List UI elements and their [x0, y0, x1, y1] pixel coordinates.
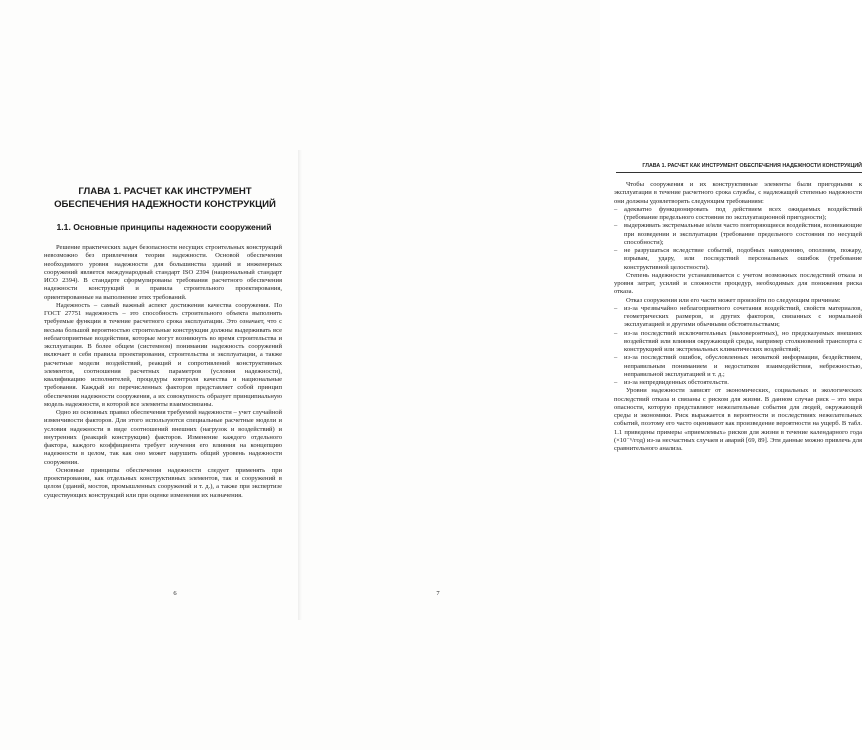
- list-item-text: адекватно функционировать под действием всех ожидаемых воздействий (требование предельного состояния по эксплуатационной пригодности);: [624, 205, 862, 221]
- page-number: 6: [173, 590, 177, 597]
- left-page: [0, 0, 300, 750]
- paragraph: Отказ сооружения или его части может произойти по следующим причинам:: [626, 296, 841, 304]
- paragraph: Надежность – самый важный аспект достижения качества сооружения. По ГОСТ 27751 надежность – это способность строительного объекта выполнять требуемые функции в течение расчетного срока эксплуатации. Это означает, что с весьма большой вероятностью строительные конструкции должны выдерживать все неблагоприятные воздействия, которые могут возникнуть во время строительства и эксплуатации. В более общем (системном) понимании надежность сооружений включает в себя правила проектирования, строительства и эксплуатации, а также расчетные модели воздействий, реакций и сопротивлений конструктивных элементов, соотношения расчетных параметров (условия надежности), квалификацию исполнителей, процедуры контроля качества и национальные требования. Каждый из перечисленных факторов представляет собой принцип обеспечения надежности сооружения, а их совокупность образует принципиальную модель надежности, в которой все элементы взаимосвязаны.: [44, 301, 282, 408]
- list-item-text: из-за непредвиденных обстоятельств.: [624, 379, 729, 386]
- paragraph: Основные принципы обеспечения надежности следует применять при проектировании, как отдельных конструктивных элементов, так и сооружений в целом (зданий, мостов, промышленных сооружений и т. д.), а также при экспертизе существующих конструкций или при оценке изменения их назначения.: [44, 466, 282, 499]
- dash-bullet: –: [614, 329, 618, 337]
- paragraph: Чтобы сооружения и их конструктивные элементы были пригодными к эксплуатации в течение расчетного срока службы, с надлежащей степенью надежности они должны удовлетворять следующим требованиям:: [614, 181, 862, 205]
- list-item: [614, 305, 862, 330]
- dash-bullet: –: [614, 354, 618, 362]
- paragraph: Уровни надежности зависят от экономических, социальных и экологических последствий отказа и связаны с риском для жизни. В данном случае риск – это мера опасности, которую представляют нежелательные события для людей, окружающей среды и экономики. Риск выражается в вероятности и последствиях нежелательных событий, поэтому его часто оценивают как произведение вероятности на ущерб. В табл. 1.1 приведены примеры «приемлемых» рисков для жизни в течение календарного года (×10⁻⁶/год) из-за несчастных случаев и аварий [69, 89]. Эти данные можно привлечь для сравнительного анализа.: [614, 387, 862, 452]
- left-page-body: [44, 244, 282, 500]
- paragraph: Решение практических задач безопасности несущих строительных конструкций невозможно без привлечения теории надежности. Основой обеспечения необходимого уровня надежности для большинства зданий и инженерных сооружений является международный стандарт ISO 2394 (национальный стандарт ИСО 2394). В стандарте сформулированы требования расчетного обеспечения надежности конструкций и правила строительного проектирования, ориентированные на выполнение этих требований.: [44, 244, 282, 301]
- section-title: 1.1. Основные принципы надежности сооружений: [56, 222, 272, 232]
- running-head: ГЛАВА 1. РАСЧЕТ КАК ИНСТРУМЕНТ ОБЕСПЕЧЕНИЯ НАДЕЖНОСТИ КОНСТРУКЦИЙ: [616, 163, 862, 173]
- page-number: 7: [436, 590, 440, 597]
- dash-bullet: –: [614, 379, 618, 386]
- list-item: [614, 222, 862, 247]
- list-item-text: не разрушаться вследствие событий, подобных наводнению, оползням, пожару, взрывам, удару, или последствий персональных ошибок (требование конструктивной целостности).: [624, 247, 862, 271]
- list-item-text: из-за последствий исключительных (маловероятных), но предсказуемых внешних воздействий или влияния окружающей среды, например столкновений транспорта с конструкцией или экстремальных климатических воздействий;: [624, 329, 862, 353]
- list-item-text: выдерживать экстремальные и/или часто повторяющиеся воздействия, возникающие при возведении и эксплуатации (требование предельного состояния по несущей способности);: [624, 222, 862, 246]
- list-item: [614, 206, 862, 223]
- paragraph: Степень надежности устанавливается с учетом возможных последствий отказа и уровня затрат, усилий и сложности процедур, необходимых для понижения риска отказа.: [614, 271, 862, 296]
- list-item: [614, 247, 862, 272]
- list-item: [614, 379, 862, 387]
- list-item-text: из-за чрезвычайно неблагоприятного сочетания воздействий, свойств материалов, геометрических размеров, и других факторов, связанных с нормальной эксплуатацией и другими обычными обстоятельствами;: [624, 304, 862, 329]
- dash-bullet: –: [614, 222, 618, 230]
- dash-bullet: –: [614, 304, 618, 312]
- list-item: [614, 330, 862, 355]
- list-item: [614, 354, 862, 379]
- chapter-title: ГЛАВА 1. РАСЧЕТ КАК ИНСТРУМЕНТ ОБЕСПЕЧЕНИЯ НАДЕЖНОСТИ КОНСТРУКЦИЙ: [54, 186, 276, 210]
- paragraph: Одно из основных правил обеспечения требуемой надежности – учет случайной изменчивости факторов. Для этого используются специальные расчетные модели и условия надежности в виде соотношений внешних (нагрузок и воздействий) и внутренних (реакций конструкции) факторов. Изменение каждого отдельного фактора, каждого коэффициента требует изучения его влияния на концепцию надежности в целом, так как оно может нарушить общий уровень надежности сооружения.: [44, 409, 282, 466]
- right-page-body: [614, 181, 862, 453]
- dash-bullet: –: [614, 247, 618, 254]
- dash-bullet: –: [614, 205, 618, 213]
- right-page: [300, 0, 862, 750]
- list-item-text: из-за последствий ошибок, обусловленных нехваткой информации, бездействием, неправильным пониманием и недостатком взаимодействия, небрежностью, неправильной эксплуатацией и т. д.;: [624, 354, 862, 378]
